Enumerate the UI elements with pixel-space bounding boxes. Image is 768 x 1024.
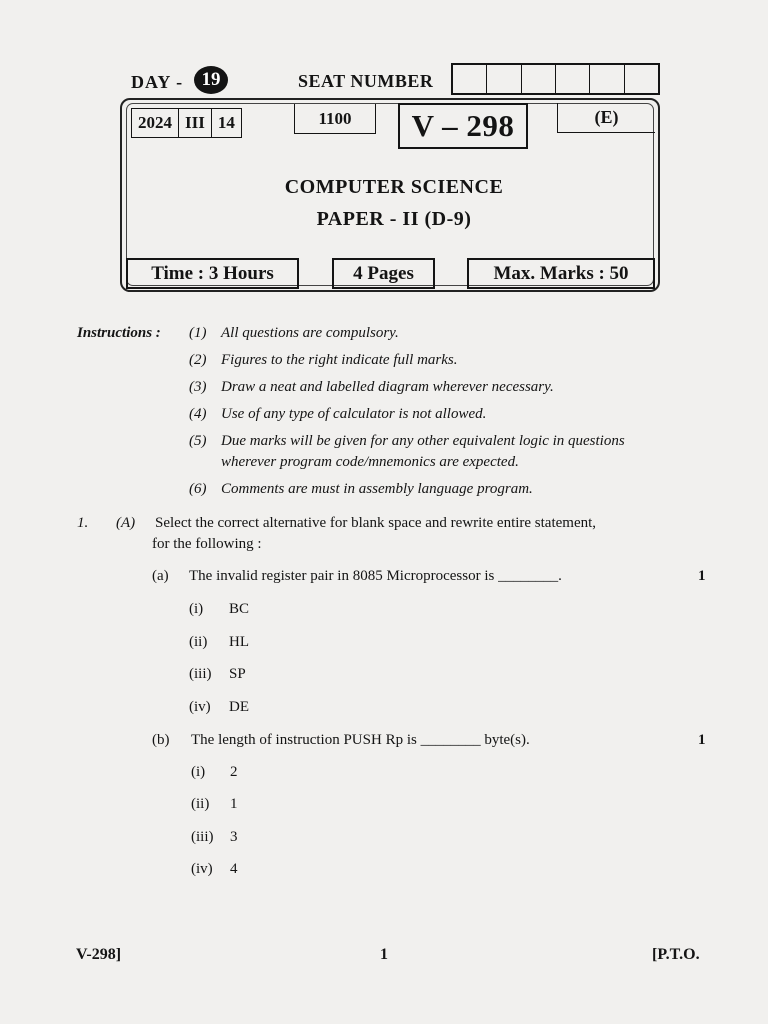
option-text: 3 xyxy=(230,829,238,845)
instruction-number: (2) xyxy=(189,352,207,368)
subquestion-text: The length of instruction PUSH Rp is ________ byte(s). xyxy=(191,732,530,748)
subquestion-label: (a) xyxy=(152,568,169,584)
time-box: Time : 3 Hours xyxy=(126,258,299,289)
option-number: (iv) xyxy=(191,861,213,877)
option-text: BC xyxy=(229,601,250,617)
instruction-text: Due marks will be given for any other equivalent logic in questions xyxy=(221,433,625,449)
option-text: DE xyxy=(229,699,249,715)
instruction-item xyxy=(189,406,709,423)
instruction-text: All questions are compulsory. xyxy=(221,325,399,341)
seat-digit-box xyxy=(522,65,556,93)
option-number: (iv) xyxy=(189,699,211,715)
footer-pto: [P.T.O. xyxy=(652,946,700,963)
seat-digit-box xyxy=(590,65,624,93)
footer-page-number: 1 xyxy=(380,946,388,963)
option-text: SP xyxy=(229,666,246,682)
exam-date: 14 xyxy=(217,113,235,132)
instruction-item xyxy=(189,325,709,342)
instruction-text: Comments are must in assembly language program. xyxy=(221,481,533,497)
seat-digit-box xyxy=(453,65,487,93)
pages-box: 4 Pages xyxy=(332,258,435,289)
exam-month: III xyxy=(179,109,212,137)
instruction-number: (3) xyxy=(189,379,207,395)
instruction-text-continued: wherever program code/mnemonics are expected. xyxy=(221,454,519,470)
seat-digit-box xyxy=(625,65,658,93)
question-instruction: Select the correct alternative for blank space and rewrite entire statement, xyxy=(155,515,597,531)
instruction-item xyxy=(189,379,709,396)
instruction-number: (4) xyxy=(189,406,207,422)
max-marks-box: Max. Marks : 50 xyxy=(467,258,655,289)
instruction-number: (5) xyxy=(189,433,207,449)
instruction-item xyxy=(189,433,709,450)
medium-code: (E) xyxy=(557,103,655,133)
question-instruction-continued: for the following : xyxy=(152,536,262,552)
day-label: DAY - xyxy=(131,72,184,92)
option-text: 2 xyxy=(230,764,238,780)
subquestion-marks: 1 xyxy=(698,568,706,584)
question-number: 1. xyxy=(77,515,89,531)
option-number: (i) xyxy=(189,601,204,617)
option-number: (iii) xyxy=(189,666,212,682)
exam-date-code xyxy=(131,108,242,138)
instruction-text: Use of any type of calculator is not allowed. xyxy=(221,406,487,422)
option-number: (ii) xyxy=(191,796,210,812)
instruction-item xyxy=(189,352,709,369)
option-number: (i) xyxy=(191,764,206,780)
paper-code: V – 298 xyxy=(398,103,528,149)
exam-time-code: 1100 xyxy=(294,104,376,134)
instruction-item xyxy=(189,481,709,498)
option-number: (iii) xyxy=(191,829,214,845)
seat-digit-box xyxy=(487,65,521,93)
subquestion-marks: 1 xyxy=(698,732,706,748)
footer-paper-code: V-298] xyxy=(76,946,122,963)
option-text: 1 xyxy=(230,796,238,812)
option-text: 4 xyxy=(230,861,238,877)
day-number-badge: 19 xyxy=(194,66,228,94)
subject-title: COMPUTER SCIENCE xyxy=(284,176,504,198)
seat-number-label: SEAT NUMBER xyxy=(298,71,434,91)
instruction-text: Draw a neat and labelled diagram wherever necessary. xyxy=(221,379,554,395)
seat-number-boxes xyxy=(451,63,660,95)
subquestion-label: (b) xyxy=(152,732,170,748)
subquestion-text: The invalid register pair in 8085 Microprocessor is ________. xyxy=(189,568,562,584)
question-part: (A) xyxy=(116,515,136,531)
seat-digit-box xyxy=(556,65,590,93)
instruction-text: Figures to the right indicate full marks. xyxy=(221,352,458,368)
option-number: (ii) xyxy=(189,634,208,650)
instructions-label: Instructions : xyxy=(77,325,161,341)
instruction-number: (6) xyxy=(189,481,207,497)
option-text: HL xyxy=(229,634,249,650)
instruction-number: (1) xyxy=(189,325,207,341)
exam-year: 2024 xyxy=(132,109,179,137)
paper-title: PAPER - II (D-9) xyxy=(316,208,472,230)
